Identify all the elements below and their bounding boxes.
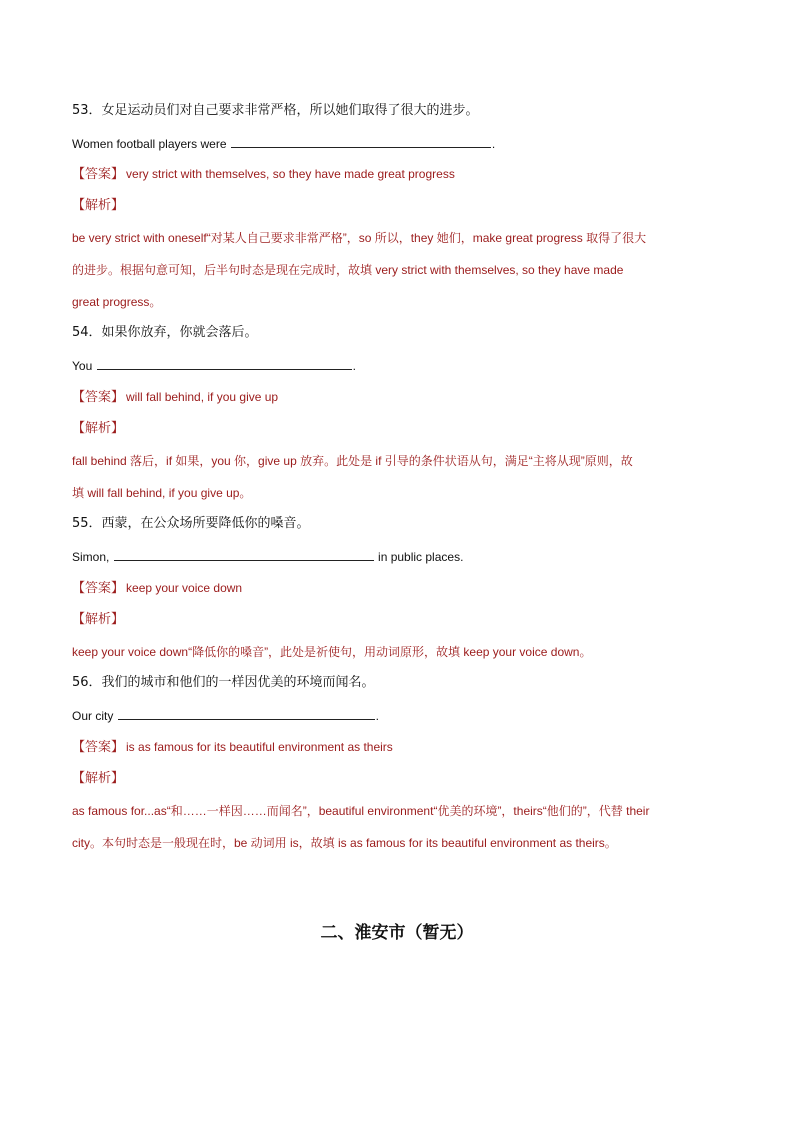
answer-blank: [118, 707, 375, 720]
prompt-text-after: .: [375, 709, 380, 723]
question-55-explain-line-1: keep your voice down“降低你的嗓音”，此处是祈使句，用动词原形，故填 keep your voice down。: [72, 645, 592, 659]
question-56-explain-line-1: as famous for...as“和……一样因……而闻名”，beautiful environment“优美的环境”，theirs“他们的”，代替 their: [72, 804, 650, 818]
prompt-text-after: .: [491, 137, 496, 151]
answer-text: keep your voice down: [126, 581, 243, 595]
question-54-title: 54．如果你放弃，你就会落后。: [72, 325, 258, 340]
question-54-answer: [72, 389, 278, 406]
answer-tag: 【答案】: [72, 390, 125, 405]
question-55-title: 55．西蒙，在公众场所要降低你的嗓音。: [72, 516, 310, 531]
answer-text: very strict with themselves, so they have made great progress: [126, 167, 455, 181]
question-53-title: 53．女足运动员们对自己要求非常严格，所以她们取得了很大的进步。: [72, 103, 479, 118]
question-54-explain-line-1: fall behind 落后，if 如果，you 你，give up 放弃。此处是 if 引导的条件状语从句，满足“主将从现”原则，故: [72, 454, 633, 468]
answer-tag: 【答案】: [72, 581, 125, 596]
prompt-text-before: Simon,: [72, 550, 113, 564]
question-56-explain-tag: 【解析】: [72, 771, 125, 786]
question-56-explain-line-2: city。本句时态是一般现在时，be 动词用 is，故填 is as famous for its beautiful environment as theirs。: [72, 836, 617, 850]
question-54-explain-line-2: 填 will fall behind, if you give up。: [72, 486, 252, 500]
question-53-explain-line-1: be very strict with oneself“对某人自己要求非常严格”，so 所以，they 她们，make great progress 取得了很大: [72, 231, 647, 245]
question-56-title: 56．我们的城市和他们的一样因优美的环境而闻名。: [72, 675, 375, 690]
prompt-text-before: Women football players were: [72, 137, 230, 151]
section-title: 二、淮安市（暂无）: [320, 923, 474, 943]
prompt-text-after: .: [352, 359, 356, 373]
question-53-explain-tag: 【解析】: [72, 198, 125, 213]
answer-text: is as famous for its beautiful environment as theirs: [126, 740, 393, 754]
question-53-answer: [72, 166, 455, 183]
question-55-answer: [72, 580, 242, 597]
prompt-text-after: in public places.: [374, 550, 464, 564]
prompt-text-before: Our city: [72, 709, 117, 723]
answer-blank: [114, 548, 374, 561]
prompt-text-before: You: [72, 359, 96, 373]
question-55-explain-tag: 【解析】: [72, 612, 125, 627]
question-54-prompt: [72, 357, 356, 374]
answer-blank: [231, 135, 491, 148]
answer-tag: 【答案】: [72, 167, 125, 182]
question-54-explain-tag: 【解析】: [72, 421, 125, 436]
question-56-answer: [72, 739, 393, 756]
question-55-prompt: [72, 548, 463, 565]
question-53-explain-line-3: great progress。: [72, 295, 162, 309]
answer-blank: [97, 357, 352, 370]
answer-text: will fall behind, if you give up: [126, 390, 279, 404]
question-53-prompt: [72, 135, 495, 152]
answer-tag: 【答案】: [72, 740, 125, 755]
question-56-prompt: [72, 707, 379, 724]
question-53-explain-line-2: 的进步。根据句意可知，后半句时态是现在完成时，故填 very strict with themselves, so they have made: [72, 263, 624, 277]
